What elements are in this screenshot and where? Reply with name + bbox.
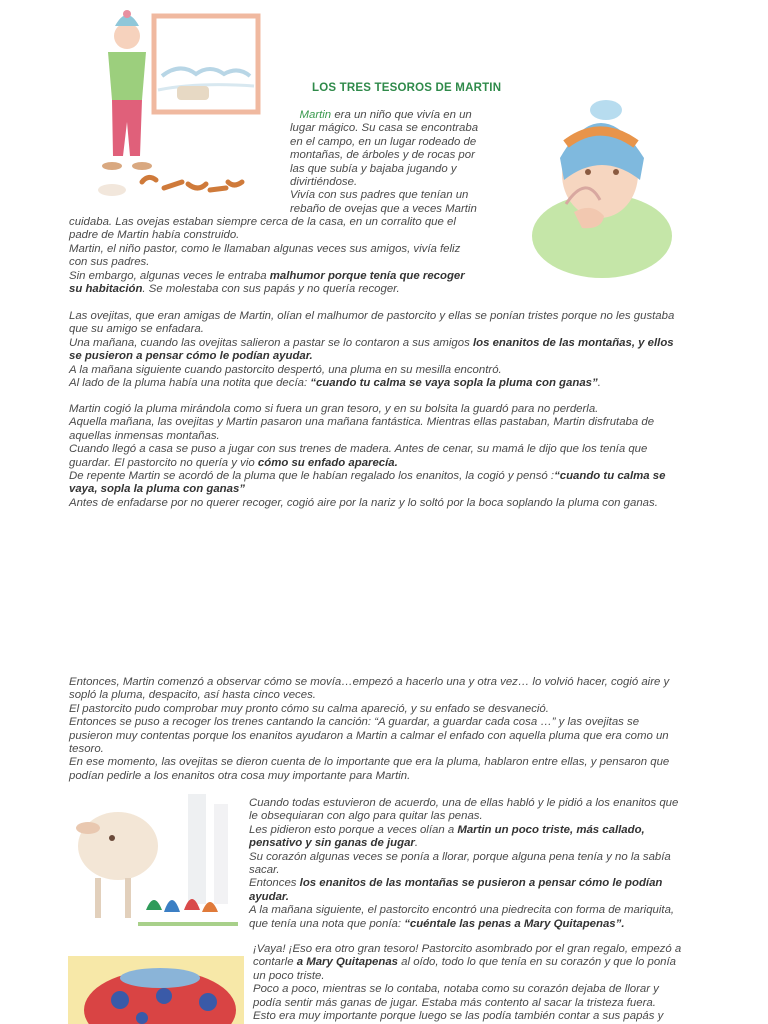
paragraph-5: Cuando todas estuvieron de acuerdo, una de ellas habló y le pidió a los enanitos que le obsequiaran con algo para quitar las penas. Les pidieron esto porque a veces olían a Martin un poco triste, más callado, pensativo y sin ganas de jugar. Su corazón algunas veces se ponía a llorar, porque alguna pena tenía y no la sabía sacar. Entonces los enanitos de las montañas se pusieron a pensar cómo le podían ayudar. A la mañana siguiente, el pastorcito encontró una piedrecita con forma de mariquita, que tenía una nota que ponía: “cuéntale las penas a Mary Quitapenas”. (249, 797, 679, 930)
intro-line-8: rebaño de ovejas que a veces Martin (290, 202, 477, 215)
intro-line-4: montañas, de árboles y de rocas por (290, 149, 475, 162)
boy-feather-illustration (512, 96, 692, 296)
intro-line-2: lugar mágico. Su casa se encontraba (290, 122, 479, 135)
intro-line-3: en el campo, en un lugar rodeado de (290, 135, 477, 148)
paragraph-6: ¡Vaya! ¡Eso era otro gran tesoro! Pastorcito asombrado por el gran regalo, empezó a contarle a Mary Quitapenas al oído, todo lo que tenía en su corazón y que lo ponía un poco triste. Poco a poco, mientras se lo contaba, notaba como su corazón dejaba de llorar y podía sentir más ganas de jugar. Estaba más contento al sacar la tristeza fuera. Esto era muy importante porque luego se las podía también contar a sus papás y (253, 943, 682, 1023)
intro-line-7: Vivía con sus padres que tenían un (290, 189, 469, 202)
intro-line-6: divirtiéndose. (290, 176, 358, 189)
page-title: LOS TRES TESOROS DE MARTIN (312, 82, 502, 94)
boy-window-illustration (72, 4, 272, 204)
sheep-gnomes-illustration (68, 786, 244, 936)
intro-line-5: las que subía y bajaba jugando y (290, 162, 457, 175)
intro-name: Martin (299, 109, 332, 121)
intro-line-1: Martin era un niño que vivía en un (299, 109, 472, 121)
paragraph-3: Martin cogió la pluma mirándola como si fuera un gran tesoro, y en su bolsita la guardó para no perderla. Aquella mañana, las ovejitas y Martin pasaron una mañana fantástica. Mientras ellas pastaban, Martin disfrutaba de aquellas inmensas montañas. Cuando llegó a casa se puso a jugar con sus trenes de madera. Antes de cenar, su mamá le dijo que los tenía que guardar. El pastorcito no quería y vio cómo su enfado aparecía. De repente Martin se acordó de la pluma que le habían regalado los enanitos, la cogió y pensó :“cuando tu calma se vaya, sopla la pluma con ganas” Antes de enfadarse por no querer recoger, cogió aire por la nariz y lo soltó por la boca soplando la pluma con ganas. (69, 403, 666, 509)
paragraph-1: cuidaba. Las ovejas estaban siempre cerca de la casa, en un corralito que el padre de Martin había construido. Martin, el niño pastor, como le llamaban algunas veces sus amigos, vivía feliz con sus padres. Sin embargo, algunas veces le entraba malhumor porque tenía que recoger su habitación. Se molestaba con sus papás y no quería recoger. (69, 216, 465, 296)
paragraph-2: Las ovejitas, que eran amigas de Martin, olían el malhumor de pastorcito y ellas se ponían tristes porque no les gustaba que su amigo se enfadara. Una mañana, cuando las ovejitas salieron a pastar se lo contaron a sus amigos los enanitos de las montañas, y ellos se pusieron a pensar cómo le podían ayudar. A la mañana siguiente cuando pastorcito despertó, una pluma en su mesilla encontró. Al lado de la pluma había una notita que decía: “cuando tu calma se vaya sopla la pluma con ganas”. (69, 310, 675, 390)
ladybug-illustration (68, 956, 244, 1024)
intro-paragraph (290, 109, 502, 216)
paragraph-4: Entonces, Martin comenzó a observar cómo se movía…empezó a hacerlo una y otra vez… lo volvió hacer, cogió aire y sopló la pluma, despacito, así hasta cinco veces. El pastorcito pudo comprobar muy pronto cómo su calma apareció, y su enfado se desvaneció. Entonces se puso a recoger los trenes cantando la canción: “A guardar, a guardar cada cosa …” y las ovejitas se pusieron muy contentas porque los enanitos ayudaron a Martin a calmar el enfado con aquella pluma que era como un tesoro. En ese momento, las ovejitas se dieron cuenta de lo importante que era la pluma, hablaron entre ellas, y pensaron que podían pedirle a los enanitos otra cosa muy importante para Martin. (69, 676, 670, 782)
